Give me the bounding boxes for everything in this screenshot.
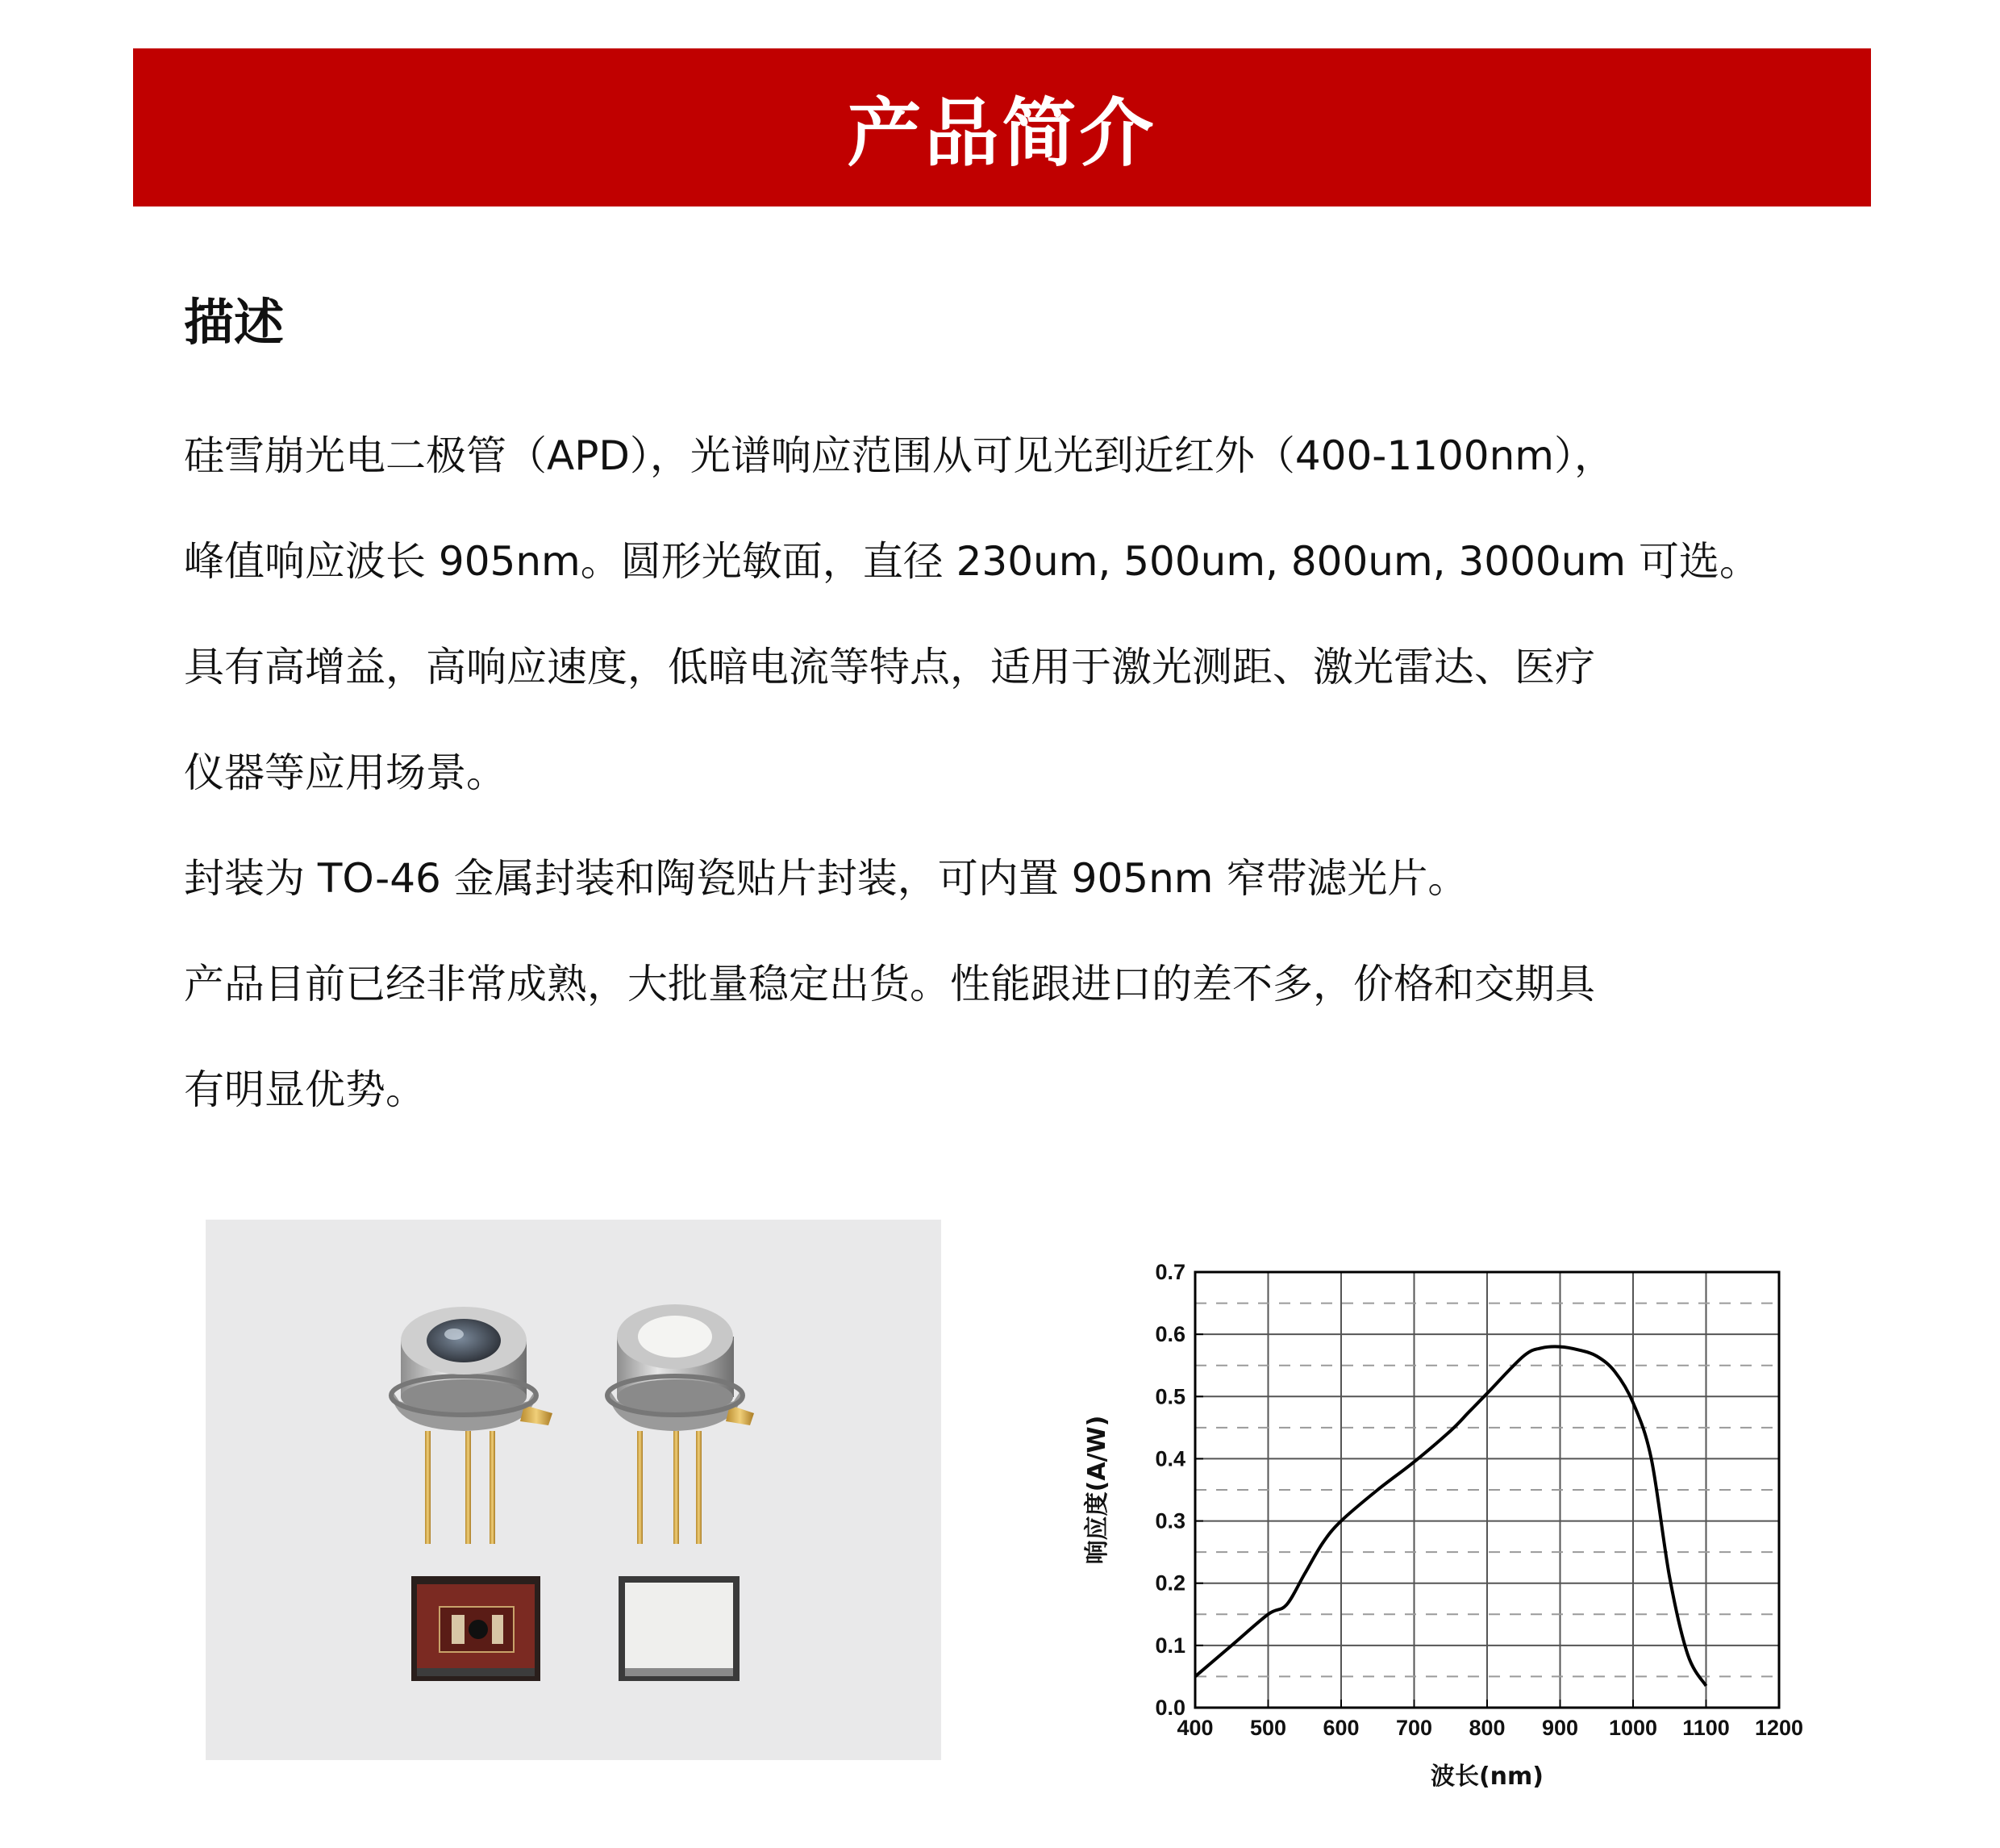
smd-package-right bbox=[619, 1576, 740, 1681]
title-banner bbox=[133, 48, 1871, 206]
series-line-responsivity bbox=[1195, 1346, 1706, 1686]
y-tick-label: 0.7 bbox=[1155, 1260, 1185, 1284]
x-tick-label: 700 bbox=[1395, 1716, 1433, 1740]
product-photo bbox=[206, 1220, 941, 1760]
x-tick-label: 500 bbox=[1249, 1716, 1287, 1740]
description-line: 硅雪崩光电二极管（APD），光谱响应范围从可见光到近红外（400-1100nm）， bbox=[184, 432, 1615, 479]
x-tick-label: 600 bbox=[1323, 1716, 1360, 1740]
description-line: 峰值响应波长 905nm。圆形光敏面，直径 230um, 500um, 800um, 3000um 可选。 bbox=[184, 538, 1760, 585]
y-tick-label: 0.0 bbox=[1155, 1696, 1185, 1720]
to46-can-right bbox=[607, 1304, 754, 1544]
y-tick-label: 0.3 bbox=[1155, 1508, 1185, 1533]
y-tick-label: 0.6 bbox=[1155, 1322, 1185, 1347]
to46-can-left bbox=[391, 1307, 552, 1544]
smd-package-left bbox=[411, 1576, 540, 1681]
y-tick-label: 0.2 bbox=[1155, 1571, 1185, 1596]
description-line: 具有高增益，高响应速度，低暗电流等特点，适用于激光测距、激光雷达、医疗 bbox=[184, 644, 1595, 690]
description-line: 有明显优势。 bbox=[184, 1066, 426, 1113]
y-tick-label: 0.1 bbox=[1155, 1633, 1185, 1658]
description-line: 产品目前已经非常成熟，大批量稳定出货。性能跟进口的差不多，价格和交期具 bbox=[184, 961, 1595, 1007]
section-heading: 描述 bbox=[184, 293, 285, 352]
chart-canvas bbox=[1081, 1242, 1823, 1807]
x-tick-label: 900 bbox=[1541, 1716, 1579, 1740]
responsivity-chart bbox=[1081, 1242, 1823, 1807]
chart-grid bbox=[1195, 1272, 1779, 1708]
y-axis-title: 响应度(A/W) bbox=[1083, 1415, 1111, 1565]
page-title: 产品简介 bbox=[847, 90, 1157, 177]
x-tick-label: 1100 bbox=[1682, 1716, 1730, 1740]
y-tick-label: 0.4 bbox=[1155, 1446, 1185, 1471]
x-axis-title: 波长(nm) bbox=[1430, 1762, 1544, 1791]
x-tick-label: 800 bbox=[1469, 1716, 1506, 1740]
x-tick-label: 1200 bbox=[1754, 1716, 1804, 1740]
description-line: 仪器等应用场景。 bbox=[184, 749, 506, 796]
x-tick-label: 400 bbox=[1177, 1716, 1214, 1740]
product-photo-illustration bbox=[206, 1220, 941, 1760]
y-tick-label: 0.5 bbox=[1155, 1384, 1185, 1409]
description-body bbox=[184, 403, 1845, 1143]
x-tick-label: 1000 bbox=[1608, 1716, 1658, 1740]
description-line: 封装为 TO-46 金属封装和陶瓷贴片封装，可内置 905nm 窄带滤光片。 bbox=[184, 855, 1469, 902]
